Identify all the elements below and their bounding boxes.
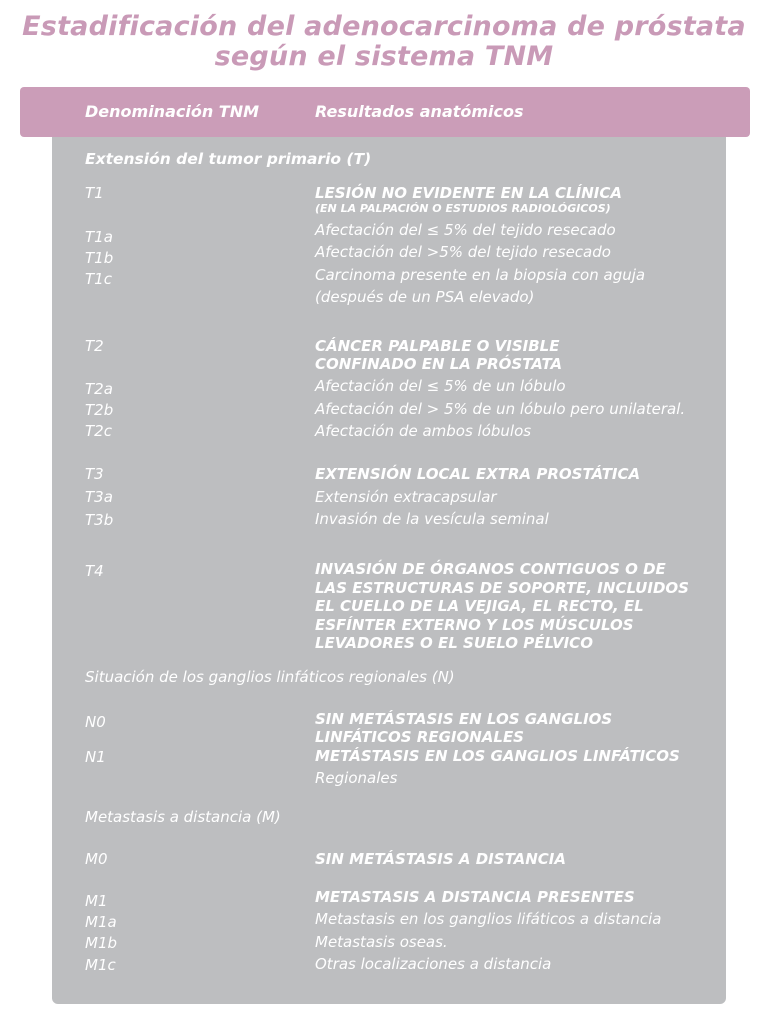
t1a-code: T1a <box>85 228 113 246</box>
t1-desc-sub: (EN LA PALPACIÓN O ESTUDIOS RADIOLÓGICOS) <box>315 202 611 215</box>
n0-desc-1: SIN METÁSTASIS EN LOS GANGLIOS <box>315 710 613 728</box>
t1c-desc-2: (después de un PSA elevado) <box>315 288 535 306</box>
t1b-desc: Afectación del >5% del tejido resecado <box>315 243 611 261</box>
t3a-desc: Extensión extracapsular <box>315 488 497 506</box>
t2a-code: T2a <box>85 380 113 398</box>
t2c-desc: Afectación de ambos lóbulos <box>315 422 532 440</box>
t2-code: T2 <box>85 337 104 355</box>
m0-code: M0 <box>85 850 108 868</box>
t4-code: T4 <box>85 562 104 580</box>
t3-desc: EXTENSIÓN LOCAL EXTRA PROSTÁTICA <box>315 465 641 483</box>
t1b-code: T1b <box>85 249 114 267</box>
t2a-desc: Afectación del ≤ 5% de un lóbulo <box>315 377 566 395</box>
t4-desc-4: ESFÍNTER EXTERNO Y LOS MÚSCULOS <box>315 616 634 634</box>
t1a-desc: Afectación del ≤ 5% del tejido resecado <box>315 221 616 239</box>
n1-code: N1 <box>85 748 106 766</box>
m1a-code: M1a <box>85 913 117 931</box>
t2c-code: T2c <box>85 422 112 440</box>
t2-desc-2: CONFINADO EN LA PRÓSTATA <box>315 355 563 373</box>
m0-desc: SIN METÁSTASIS A DISTANCIA <box>315 850 566 868</box>
t4-desc-5: LEVADORES O EL SUELO PÉLVICO <box>315 634 593 652</box>
t1-code: T1 <box>85 184 104 202</box>
t2b-desc: Afectación del > 5% de un lóbulo pero unilateral. <box>315 400 686 418</box>
section-n-heading: Situación de los ganglios linfáticos regionales (N) <box>85 668 455 686</box>
t2b-code: T2b <box>85 401 114 419</box>
page-title-line2: según el sistema TNM <box>214 41 554 72</box>
t4-desc-2: LAS ESTRUCTURAS DE SOPORTE, INCLUIDOS <box>315 579 689 597</box>
m1-desc: METASTASIS A DISTANCIA PRESENTES <box>315 888 635 906</box>
t1-desc: LESIÓN NO EVIDENTE EN LA CLÍNICA <box>315 184 622 202</box>
t2-desc-1: CÁNCER PALPABLE O VISIBLE <box>315 337 560 355</box>
m1c-desc: Otras localizaciones a distancia <box>315 955 552 973</box>
t4-desc-1: INVASIÓN DE ÓRGANOS CONTIGUOS O DE <box>315 560 666 578</box>
t4-desc-3: EL CUELLO DE LA VEJIGA, EL RECTO, EL <box>315 597 644 615</box>
section-m-heading: Metastasis a distancia (M) <box>85 808 281 826</box>
header-col-tnm: Denominación TNM <box>85 102 260 121</box>
page-title-line1: Estadificación del adenocarcinoma de próstata <box>22 11 746 42</box>
section-t-heading: Extensión del tumor primario (T) <box>85 150 372 168</box>
m1c-code: M1c <box>85 956 116 974</box>
n0-code: N0 <box>85 713 106 731</box>
m1b-code: M1b <box>85 934 118 952</box>
table-header <box>20 87 750 137</box>
m1-code: M1 <box>85 892 108 910</box>
m1b-desc: Metastasis oseas. <box>315 933 448 951</box>
n1-desc-1: METÁSTASIS EN LOS GANGLIOS LINFÁTICOS <box>315 747 680 765</box>
t1c-code: T1c <box>85 270 112 288</box>
t1c-desc: Carcinoma presente en la biopsia con aguja <box>315 266 646 284</box>
t3-code: T3 <box>85 465 104 483</box>
t3b-desc: Invasión de la vesícula seminal <box>315 510 549 528</box>
t3a-code: T3a <box>85 488 113 506</box>
n0-desc-2: LINFÁTICOS REGIONALES <box>315 728 524 746</box>
m1a-desc: Metastasis en los ganglios lifáticos a distancia <box>315 910 662 928</box>
header-col-results: Resultados anatómicos <box>315 102 524 121</box>
n1-desc-2: Regionales <box>315 769 398 787</box>
t3b-code: T3b <box>85 511 114 529</box>
